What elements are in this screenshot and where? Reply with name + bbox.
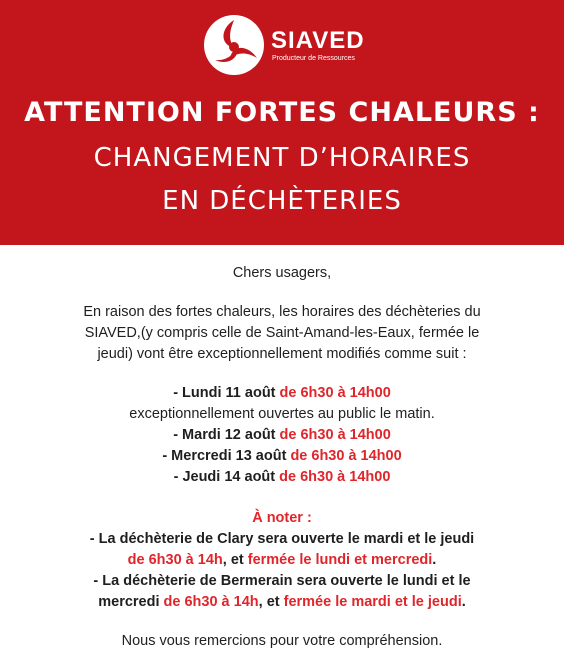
intro-paragraph xyxy=(0,302,564,365)
thanks-message: Nous vous remercions pour votre compréhension. xyxy=(121,633,443,649)
clary-end: . xyxy=(432,552,437,568)
schedule-day: - Mercredi 13 août xyxy=(162,448,291,464)
header-banner xyxy=(0,0,564,245)
schedule-day: - Lundi 11 août xyxy=(173,385,280,401)
bermerain-end: . xyxy=(461,594,466,610)
brand-tagline: Producteur de Ressources xyxy=(272,54,355,62)
brand-name: SIAVED xyxy=(271,26,365,54)
schedule-item-thursday xyxy=(0,467,564,488)
headline-line2: CHANGEMENT D’HORAIRES xyxy=(93,143,471,173)
schedule-day: - Jeudi 14 août xyxy=(173,469,280,485)
schedule-list xyxy=(0,383,564,488)
intro-line: En raison des fortes chaleurs, les horaires des déchèteries du xyxy=(83,304,481,320)
bermerain-hours: de 6h30 à 14h xyxy=(163,594,259,610)
note-section xyxy=(0,508,564,613)
bermerain-closed: fermée le mardi et le jeudi xyxy=(283,594,462,610)
clary-line: - La déchèterie de Clary sera ouverte le mardi et le jeudi xyxy=(89,531,475,547)
intro-line: SIAVED,(y compris celle de Saint-Amand-les-Eaux, fermée le xyxy=(84,325,480,341)
bermerain-prefix: mercredi xyxy=(98,594,164,610)
schedule-day: - Mardi 12 août xyxy=(173,427,280,443)
schedule-item-monday xyxy=(0,383,564,404)
schedule-hours: de 6h30 à 14h00 xyxy=(279,427,391,443)
schedule-hours: de 6h30 à 14h00 xyxy=(279,469,391,485)
schedule-hours: de 6h30 à 14h00 xyxy=(290,448,402,464)
clary-closed: fermée le lundi et mercredi xyxy=(247,552,433,568)
intro-line: jeudi) vont être exceptionnellement modifiés comme suit : xyxy=(97,346,467,362)
clary-separator: , et xyxy=(222,552,248,568)
greeting: Chers usagers, xyxy=(232,265,332,281)
bermerain-hours-line xyxy=(0,592,564,613)
notice-body xyxy=(0,245,564,652)
headline-line3: EN DÉCHÈTERIES xyxy=(162,186,402,216)
schedule-item-tuesday xyxy=(0,425,564,446)
siaved-logo xyxy=(203,14,365,76)
note-title: À noter : xyxy=(252,510,312,526)
headline-main: ATTENTION FORTES CHALEURS : xyxy=(24,97,540,128)
schedule-note: exceptionnellement ouvertes au public le matin. xyxy=(129,406,435,422)
bermerain-line: - La déchèterie de Bermerain sera ouverte le lundi et le xyxy=(93,573,471,589)
siaved-logo-icon xyxy=(203,14,265,76)
clary-hours-line xyxy=(0,550,564,571)
schedule-item-wednesday xyxy=(0,446,564,467)
clary-hours: de 6h30 à 14h xyxy=(127,552,223,568)
bermerain-separator: , et xyxy=(258,594,284,610)
schedule-hours: de 6h30 à 14h00 xyxy=(279,385,391,401)
